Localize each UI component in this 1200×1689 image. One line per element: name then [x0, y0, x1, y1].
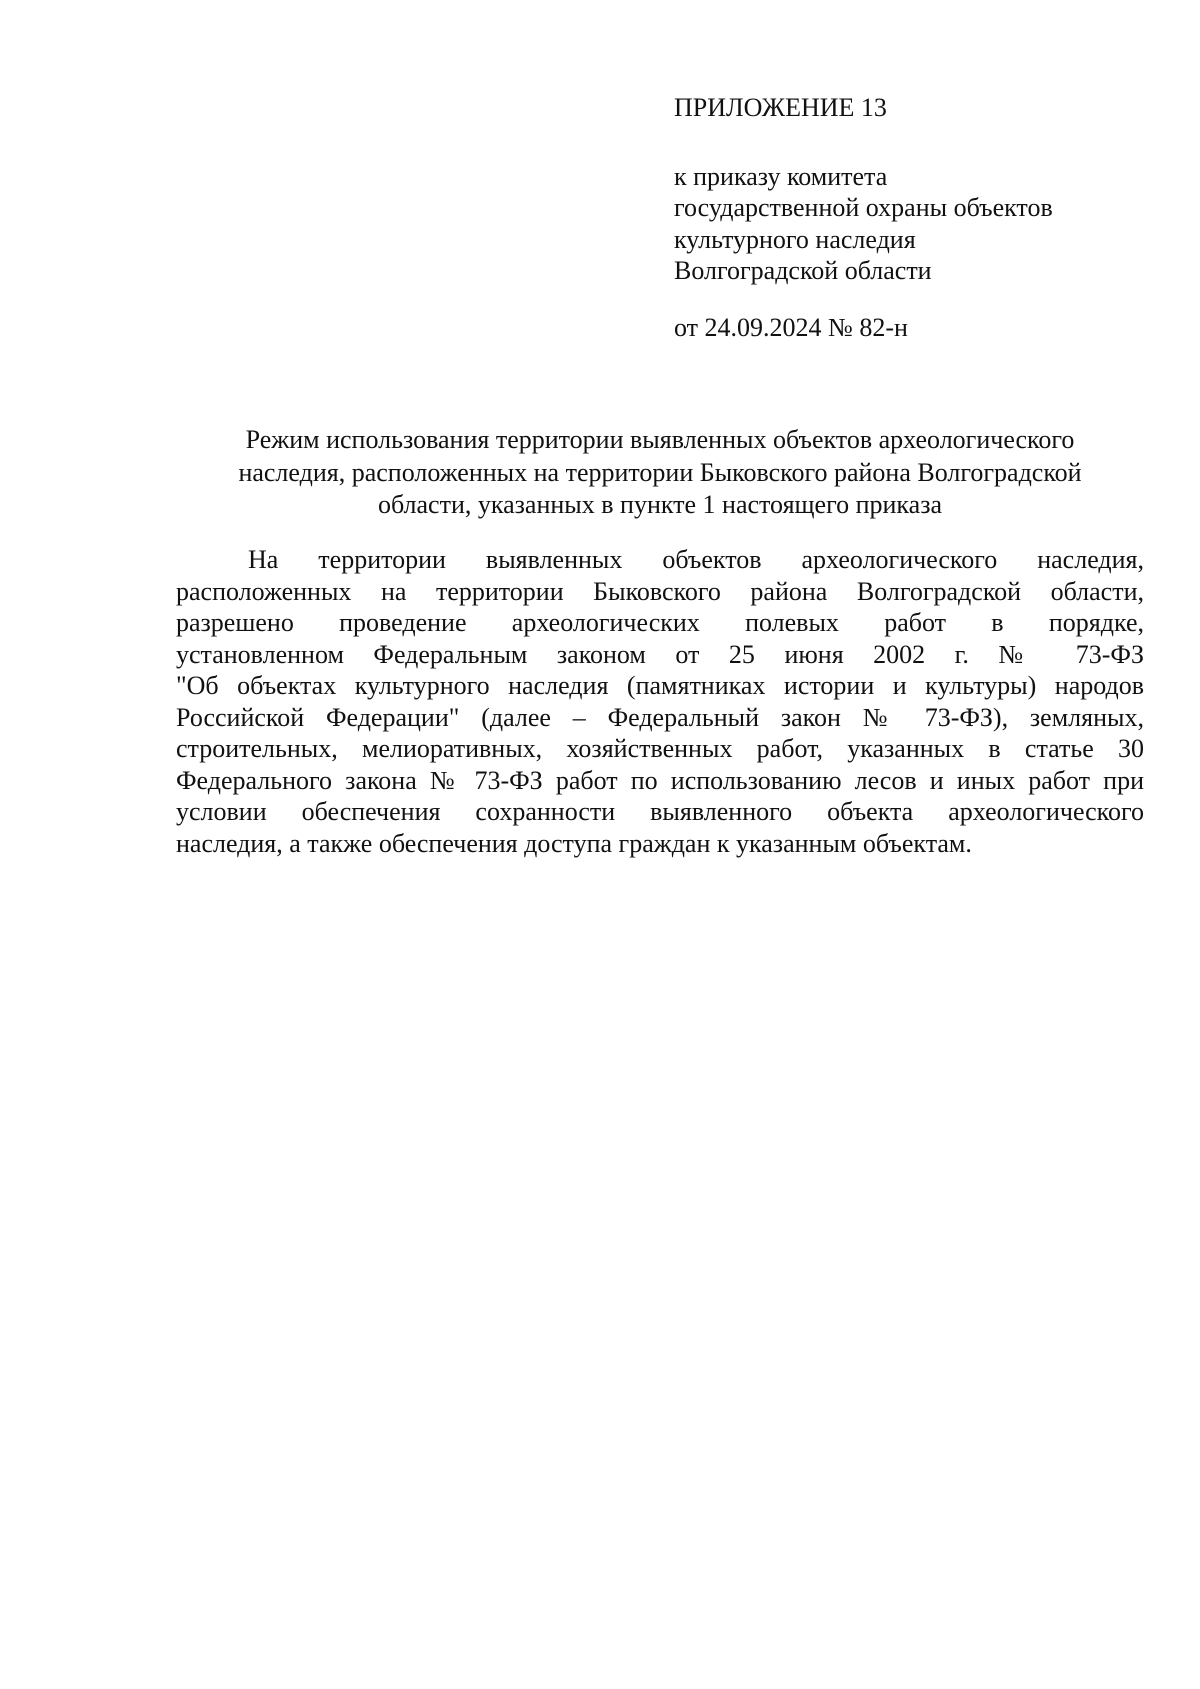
appendix-order-line: государственной охраны объектов [674, 193, 1053, 222]
document-title [176, 424, 1144, 522]
appendix-order-line: Волгоградской области [674, 256, 932, 285]
document-title-line: Режим использования территории выявленных объектов археологического [245, 425, 1075, 454]
body-line: Федерального закона № 73-ФЗ работ по использованию лесов и иных работ при [176, 765, 1144, 795]
document-title-line: наследия, расположенных на территории Быковского района Волгоградской [238, 457, 1082, 487]
body-line: Российской Федерации" (далее – Федеральный закон № 73-ФЗ), земляных, [176, 702, 1144, 732]
appendix-order-line: к приказу комитета [674, 161, 888, 191]
appendix-order-line: культурного наследия [674, 224, 916, 254]
body-line: расположенных на территории Быковского района Волгоградской области, [176, 576, 1144, 606]
body-paragraph [176, 544, 1144, 859]
appendix-order-reference [674, 161, 1154, 287]
document-title-line: области, указанных в пункте 1 настоящего приказа [377, 490, 943, 519]
body-line: установленном Федеральным законом от 25 июня 2002 г. № 73-ФЗ [176, 639, 1144, 669]
body-line: условии обеспечения сохранности выявленного объекта археологического [176, 797, 1144, 826]
body-line: разрешено проведение археологических полевых работ в порядке, [176, 608, 1144, 637]
body-line: "Об объектах культурного наследия (памятниках истории и культуры) народов [176, 671, 1144, 700]
appendix-header [674, 92, 1154, 343]
order-date-number: от 24.09.2024 № 82-н [674, 312, 908, 342]
appendix-title: ПРИЛОЖЕНИЕ 13 [674, 93, 887, 122]
body-line: строительных, мелиоративных, хозяйственных работ, указанных в статье 30 [176, 734, 1144, 763]
body-line: наследия, а также обеспечения доступа граждан к указанным объектам. [176, 828, 972, 858]
body-line: На территории выявленных объектов археологического наследия, [248, 545, 1144, 574]
